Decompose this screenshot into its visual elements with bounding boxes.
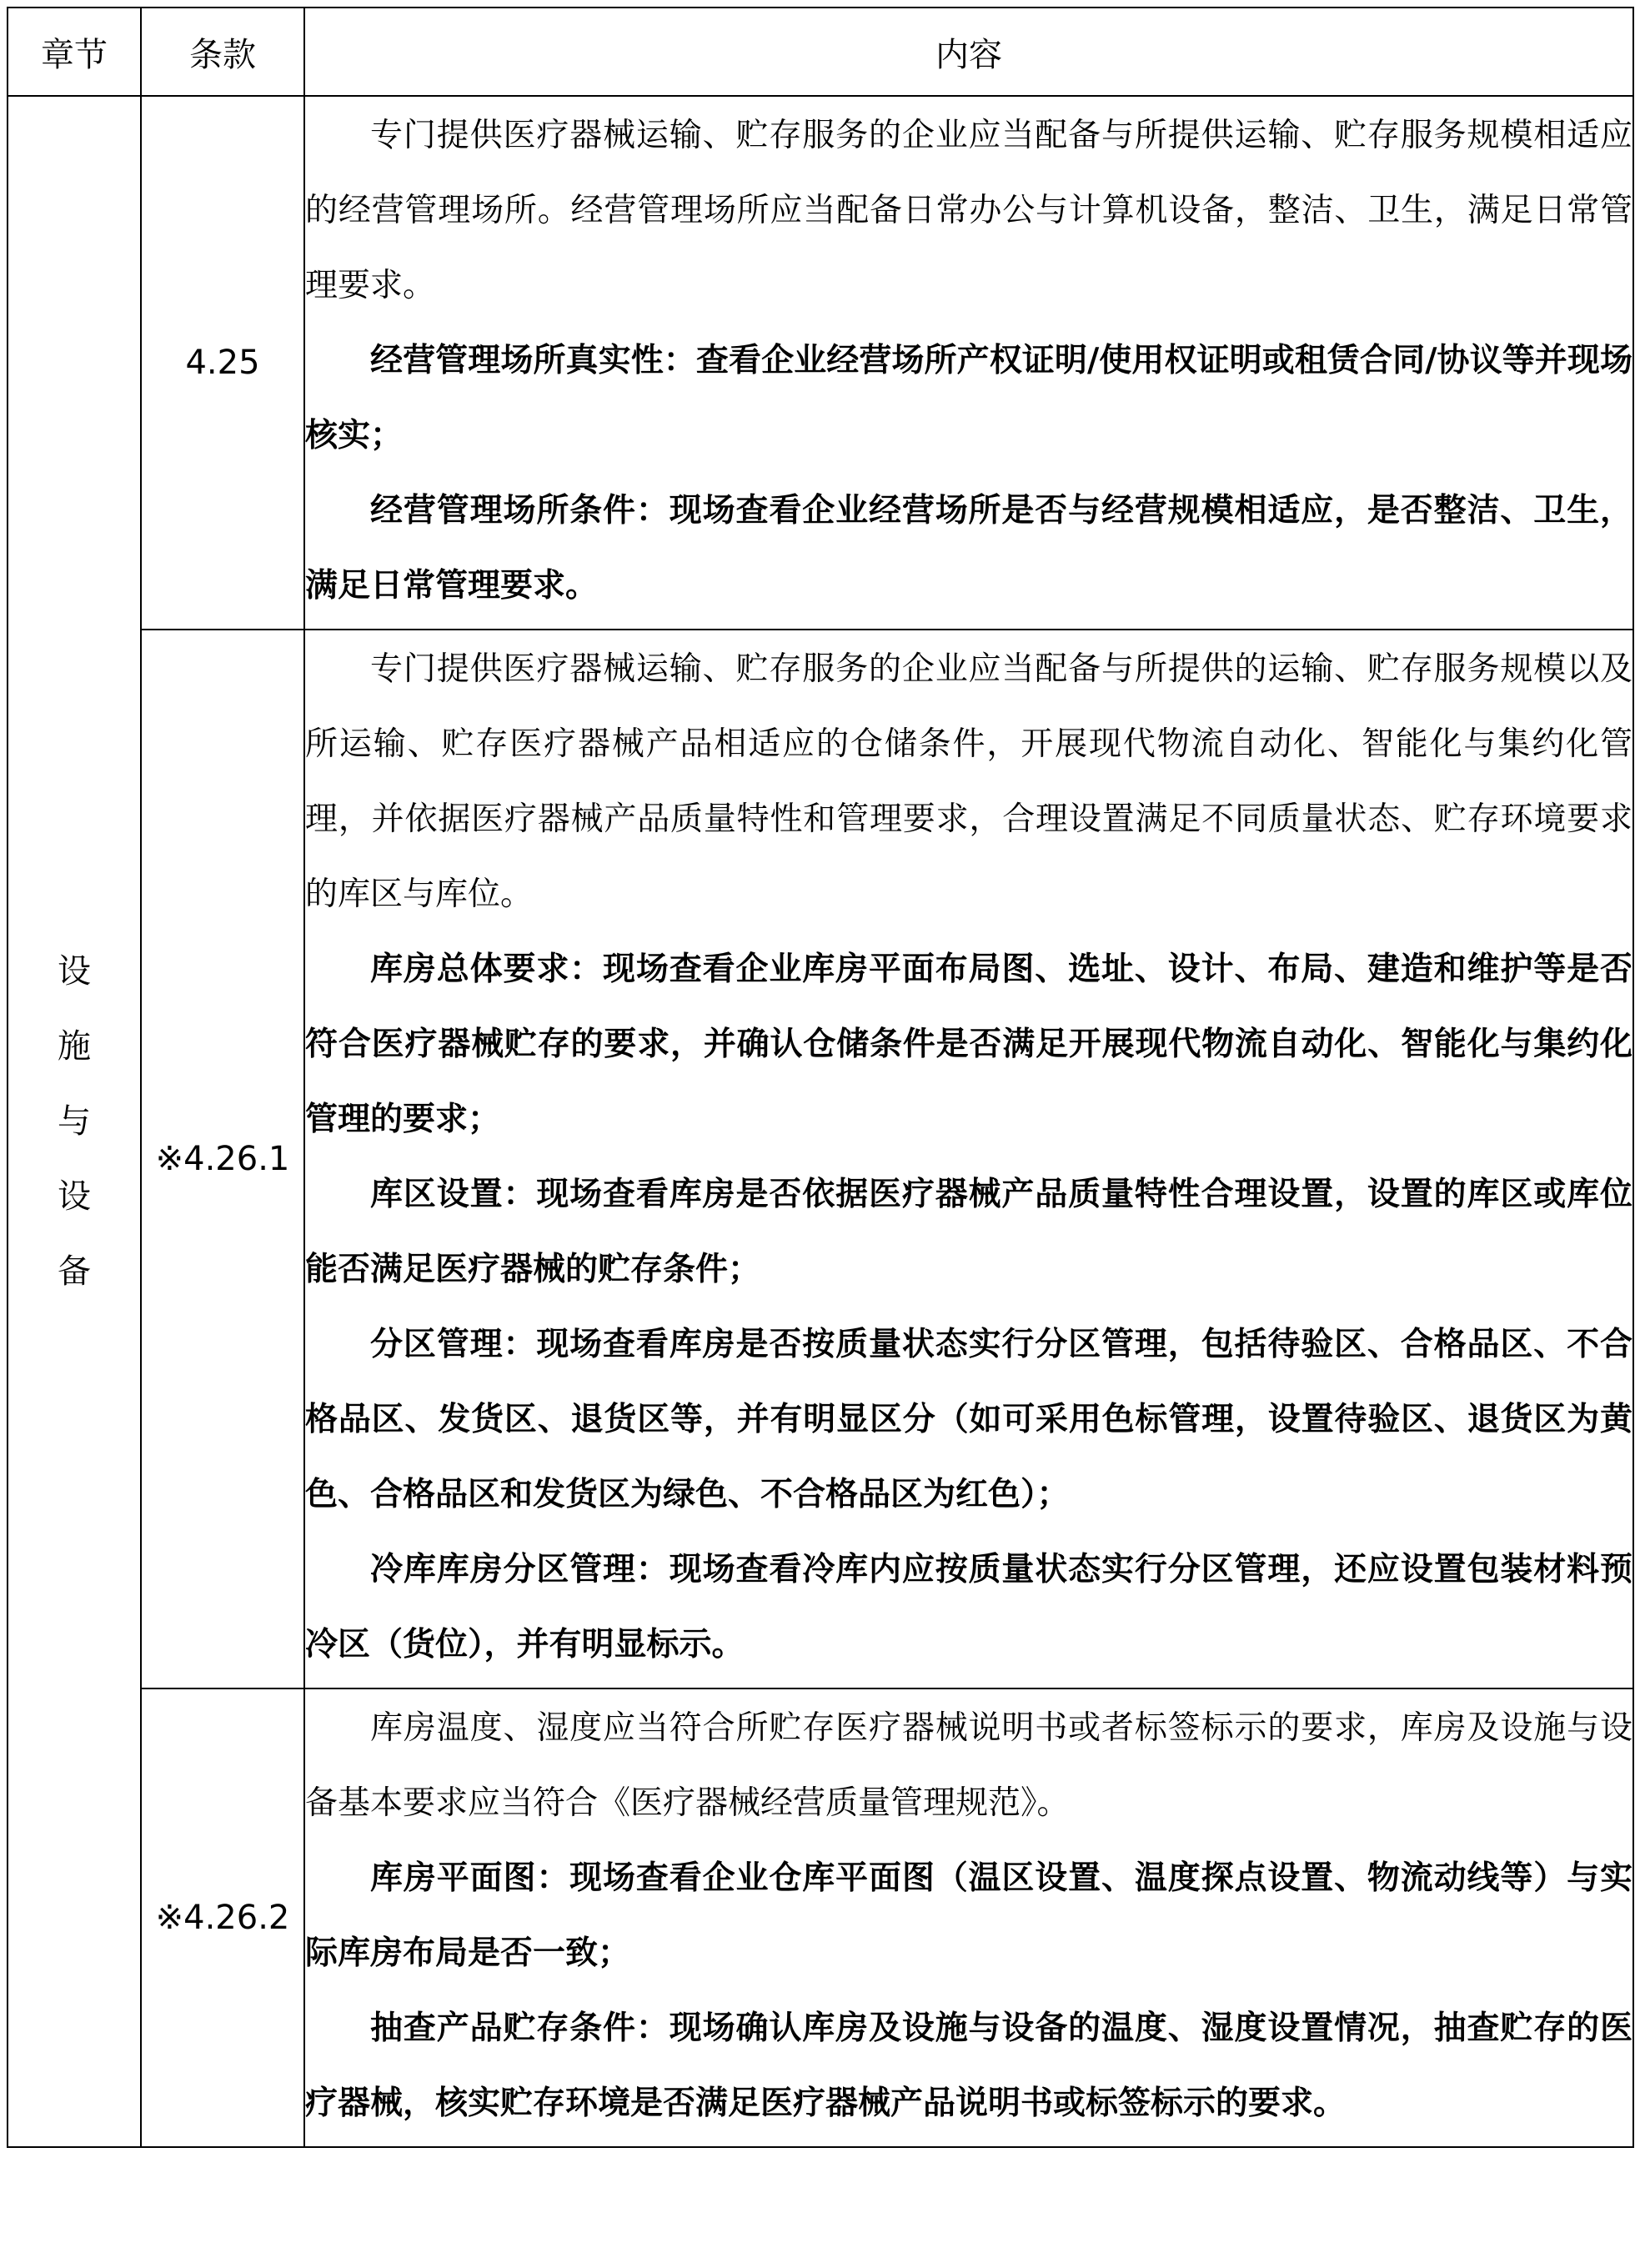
clause-number: 4.25 xyxy=(141,96,304,630)
requirement-text: 专门提供医疗器械运输、贮存服务的企业应当配备与所提供的运输、贮存服务规模以及所运输、贮存医疗器械产品相适应的仓储条件，开展现代物流自动化、智能化与集约化管理，并依据医疗器械产品质量特性和管理要求，合理设置满足不同质量状态、贮存环境要求的库区与库位。 xyxy=(305,650,1632,913)
chapter-char: 施 xyxy=(58,1027,91,1066)
content-cell xyxy=(304,1688,1633,2147)
content-cell xyxy=(304,96,1633,630)
check-item: 分区管理：现场查看库房是否按质量状态实行分区管理，包括待验区、合格品区、不合格品区、发货区、退货区等，并有明显区分（如可采用色标管理，设置待验区、退货区为黄色、合格品区和发货区为绿色、不合格品区为红色）； xyxy=(305,1326,1632,1513)
check-item: 库区设置：现场查看库房是否依据医疗器械产品质量特性合理设置，设置的库区或库位能否满足医疗器械的贮存条件； xyxy=(305,1176,1632,1288)
table-row xyxy=(8,630,1633,1688)
check-item: 冷库库房分区管理：现场查看冷库内应按质量状态实行分区管理，还应设置包装材料预冷区（货位），并有明显标示。 xyxy=(305,1551,1632,1663)
check-item: 库房总体要求：现场查看企业库房平面布局图、选址、设计、布局、建造和维护等是否符合医疗器械贮存的要求，并确认仓储条件是否满足开展现代物流自动化、智能化与集约化管理的要求； xyxy=(305,951,1632,1138)
table-row xyxy=(8,96,1633,630)
check-item: 抽查产品贮存条件：现场确认库房及设施与设备的温度、湿度设置情况，抽查贮存的医疗器械，核实贮存环境是否满足医疗器械产品说明书或标签标示的要求。 xyxy=(305,2010,1632,2122)
clause-number: ※4.26.2 xyxy=(141,1688,304,2147)
requirement-text: 库房温度、湿度应当符合所贮存医疗器械说明书或者标签标示的要求，库房及设施与设备基本要求应当符合《医疗器械经营质量管理规范》。 xyxy=(305,1709,1632,1822)
check-item: 库房平面图：现场查看企业仓库平面图（温区设置、温度探点设置、物流动线等）与实际库房布局是否一致； xyxy=(305,1859,1632,1972)
check-item: 经营管理场所条件：现场查看企业经营场所是否与经营规模相适应，是否整洁、卫生，满足日常管理要求。 xyxy=(305,492,1632,605)
table-row xyxy=(8,1688,1633,2147)
header-content: 内容 xyxy=(304,8,1633,96)
chapter-cell xyxy=(8,96,141,2147)
header-row xyxy=(8,8,1633,96)
content-cell xyxy=(304,630,1633,1688)
chapter-char: 设 xyxy=(58,952,91,991)
chapter-char: 备 xyxy=(58,1252,91,1291)
header-chapter: 章节 xyxy=(8,8,141,96)
check-item: 经营管理场所真实性：查看企业经营场所产权证明/使用权证明或租赁合同/协议等并现场核实； xyxy=(305,342,1632,454)
chapter-char: 设 xyxy=(58,1177,91,1216)
clause-number: ※4.26.1 xyxy=(141,630,304,1688)
header-clause: 条款 xyxy=(141,8,304,96)
chapter-char: 与 xyxy=(58,1102,91,1141)
requirement-text: 专门提供医疗器械运输、贮存服务的企业应当配备与所提供运输、贮存服务规模相适应的经营管理场所。经营管理场所应当配备日常办公与计算机设备，整洁、卫生，满足日常管理要求。 xyxy=(305,117,1632,304)
regulation-table xyxy=(7,7,1634,2148)
